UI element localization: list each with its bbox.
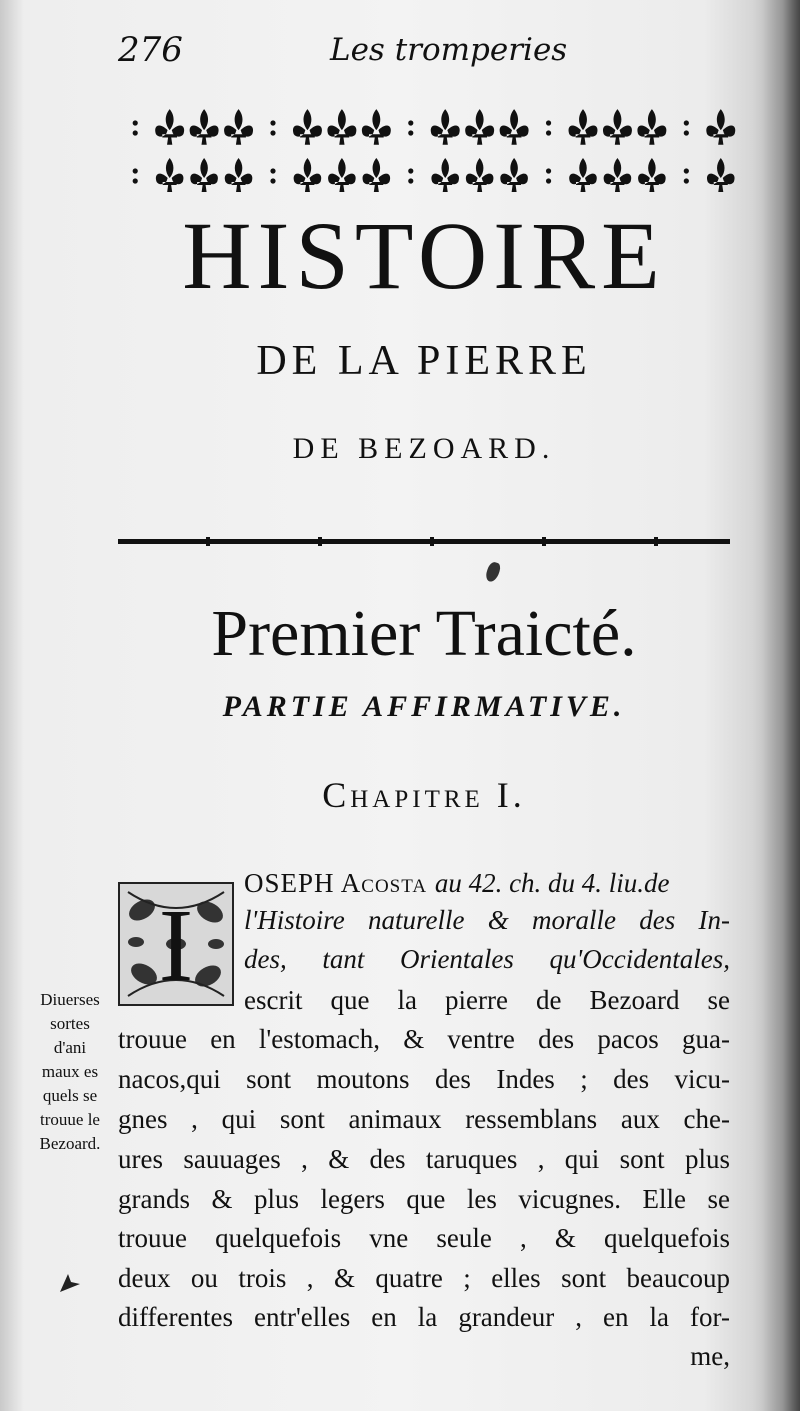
margin-note-line: maux es: [41, 1062, 99, 1081]
text-line-10: trouue quelquefois vne seule , & quelquefois: [118, 1223, 730, 1253]
margin-note-line: sortes: [50, 1014, 90, 1033]
text-line-4: escrit que la pierre de Bezoard se: [244, 985, 730, 1015]
dropcap-letter: I: [158, 888, 194, 1003]
margin-note-line: trouue le: [40, 1110, 100, 1129]
text-line-8: ures sauuages , & des taruques , qui sont plus: [118, 1144, 730, 1174]
text-line-1-citation: au 42. ch. du 4. liu.de: [434, 868, 670, 898]
text-line-13: me,: [690, 1341, 730, 1371]
fleur-de-lis-ornament-band: [118, 100, 738, 200]
chapter-heading: Chapitre I.: [322, 775, 526, 815]
margin-note-line: Bezoard.: [39, 1134, 101, 1153]
decorative-rule: [118, 533, 730, 545]
text-line-3: des, tant Orientales qu'Occidentales,: [244, 944, 730, 974]
decorated-initial-letter: [118, 882, 234, 1006]
text-line-2: l'Histoire naturelle & moralle des In-: [244, 905, 730, 935]
subtitle-line-1: DE LA PIERRE: [256, 338, 592, 384]
text-line-5: trouue en l'estomach, & ventre des pacos gua-: [118, 1024, 730, 1054]
text-line-12: differentes entr'elles en la grandeur , en la for-: [118, 1302, 730, 1332]
margin-note: [22, 988, 118, 1156]
subtitle-line-2: DE BEZOARD.: [292, 432, 556, 465]
page-edge-shadow: [762, 0, 800, 1411]
margin-note-line: Diuerses: [40, 990, 100, 1009]
ink-speck: [484, 561, 502, 584]
ink-mark-icon: [58, 1272, 82, 1298]
text-line-7: gnes , qui sont animaux ressemblans aux che-: [118, 1104, 730, 1134]
text-line-1: [244, 868, 730, 899]
text-line-11: deux ou trois , & quatre ; elles sont beaucoup: [118, 1263, 730, 1293]
text-line-9: grands & plus legers que les vicugnes. Elle se: [118, 1184, 730, 1214]
section-title: Premier Traicté.: [211, 597, 637, 670]
margin-note-line: d'ani: [53, 1038, 87, 1057]
page-number: 276: [118, 30, 183, 70]
margin-note-line: quels se: [42, 1086, 98, 1105]
text-line-6: nacos,qui sont moutons des Indes ; des vicu-: [118, 1064, 730, 1094]
text-line-1-name: OSEPH Acosta: [244, 868, 435, 898]
main-title: HISTOIRE: [182, 202, 666, 309]
running-title: Les tromperies: [330, 32, 568, 68]
section-subtitle: PARTIE AFFIRMATIVE.: [222, 690, 626, 723]
